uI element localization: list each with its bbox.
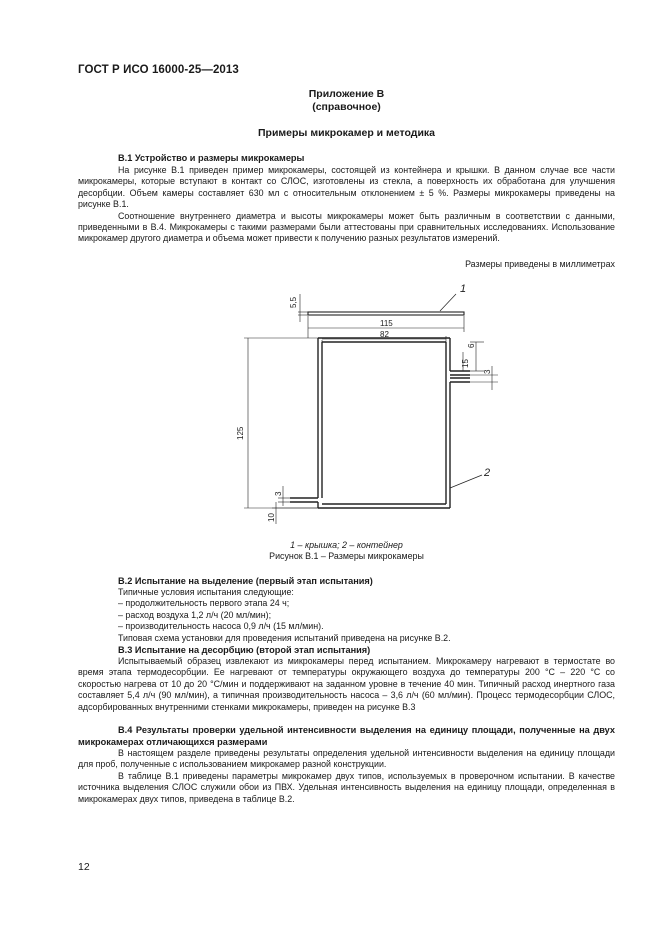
section-b2-intro: Типичные условия испытания следующие:	[118, 587, 294, 597]
container-shape	[290, 338, 470, 508]
annex-kind: (справочное)	[312, 101, 381, 113]
dim-10: 10	[267, 513, 276, 522]
figure-caption: Рисунок В.1 – Размеры микрокамеры	[269, 551, 424, 561]
figure-legend: 1 – крышка; 2 – контейнер	[290, 540, 403, 550]
section-b4-paragraph-2: В таблице В.1 приведены параметры микрокамер двух типов, используемых в проверочном испытании. В качестве источника выделения СЛОС служили обои из ПВХ. Удельная интенсивность выделения на единицу площади, определенная в микрокамерах двух типов, приведена в таблице В.2.	[78, 770, 615, 804]
lid-leader	[440, 294, 456, 311]
section-b2-outro: Типовая схема установки для проведения испытаний приведена на рисунке В.2.	[118, 632, 451, 643]
dim-3-bottom: 3	[274, 491, 283, 496]
label-lid: 1	[460, 283, 467, 295]
dim-3-top: 3	[483, 369, 492, 374]
section-b3-paragraph: Испытываемый образец извлекают из микрокамеры перед испытанием. Микрокамеру нагревают в термостате во время этапа термодесорбции. Ее нагревают от температуры окружающего воздуха до температуры 200 °С – 220 °С со скоростью нагрева от 10 до 20 °С/мин и поддерживают на заданном уровне в течение 40 мин. Типичный расход инертного газа составляет 5,4 л/ч (90 мл/мин), а типичная производительность насоса – 3,6 л/ч (60 мл/мин). Процесс термодесорбции СЛОС, адсорбированных внутренними стенками микрокамеры, приведен на рисунке В.3	[78, 656, 615, 712]
lid-shape	[308, 312, 464, 315]
dim-82: 82	[380, 330, 389, 339]
section-b1-paragraph-2: Соотношение внутреннего диаметра и высоты микрокамеры может быть различным в соответствии с данными, приведенными в В.4. Микрокамеры с такими размерами были аттестованы при сравнительных исследованиях. Использование микрокамер другого диаметра и объема может привести к получению разных результатов измерений.	[78, 210, 615, 244]
dim-15: 15	[461, 359, 470, 368]
microchamber-figure	[0, 270, 661, 540]
container-leader	[450, 475, 482, 488]
section-b1-paragraph-1: На рисунке В.1 приведен пример микрокамеры, состоящей из контейнера и крышки. В данном случае все части микрокамеры, которые вступают в контакт со СЛОС, изготовлены из стекла, а поверхность их обработана для улучшения десорбции. Объем камеры составляет 630 мл с относительным отклонением ± 5 %. Размеры микрокамеры приведены на рисунке В.1.	[78, 165, 615, 210]
section-b2-list	[118, 587, 451, 644]
section-b2-heading: В.2 Испытание на выделение (первый этап испытания)	[118, 576, 373, 586]
dim-5-5: 5,5	[289, 296, 298, 308]
section-b4-paragraph-1: В настоящем разделе приведены результаты определения удельной интенсивности выделения на единицу площади для проб, полученные с использованием микрокамер разной конструкции.	[78, 748, 615, 770]
dim-115: 115	[380, 319, 393, 328]
section-b4-heading: В.4 Результаты проверки удельной интенсивности выделения на единицу площади, полученные на двух микрокамерах отличающихся размерами	[78, 725, 615, 747]
section-b3-body	[78, 656, 615, 713]
dimensions-note: Размеры приведены в миллиметрах	[465, 259, 615, 269]
annex-section-title: Примеры микрокамер и методика	[258, 127, 435, 139]
dim-6: 6	[467, 343, 476, 348]
section-b1-heading: В.1 Устройство и размеры микрокамеры	[118, 153, 305, 163]
section-b1-body	[78, 165, 615, 245]
section-b2-item: – продолжительность первого этапа 24 ч;	[118, 598, 290, 609]
label-container: 2	[484, 467, 491, 479]
section-b4-body	[78, 748, 615, 805]
dim-125: 125	[236, 426, 245, 440]
standard-header: ГОСТ Р ИСО 16000-25—2013	[78, 64, 239, 76]
page-number: 12	[78, 861, 90, 873]
section-b2-item: – расход воздуха 1,2 л/ч (20 мл/мин);	[118, 609, 272, 620]
section-b2-item: – производительность насоса 0,9 л/ч (15 мл/мин).	[118, 621, 324, 632]
section-b3-heading: В.3 Испытание на десорбцию (второй этап испытания)	[118, 645, 371, 655]
annex-title: Приложение В	[308, 88, 385, 100]
